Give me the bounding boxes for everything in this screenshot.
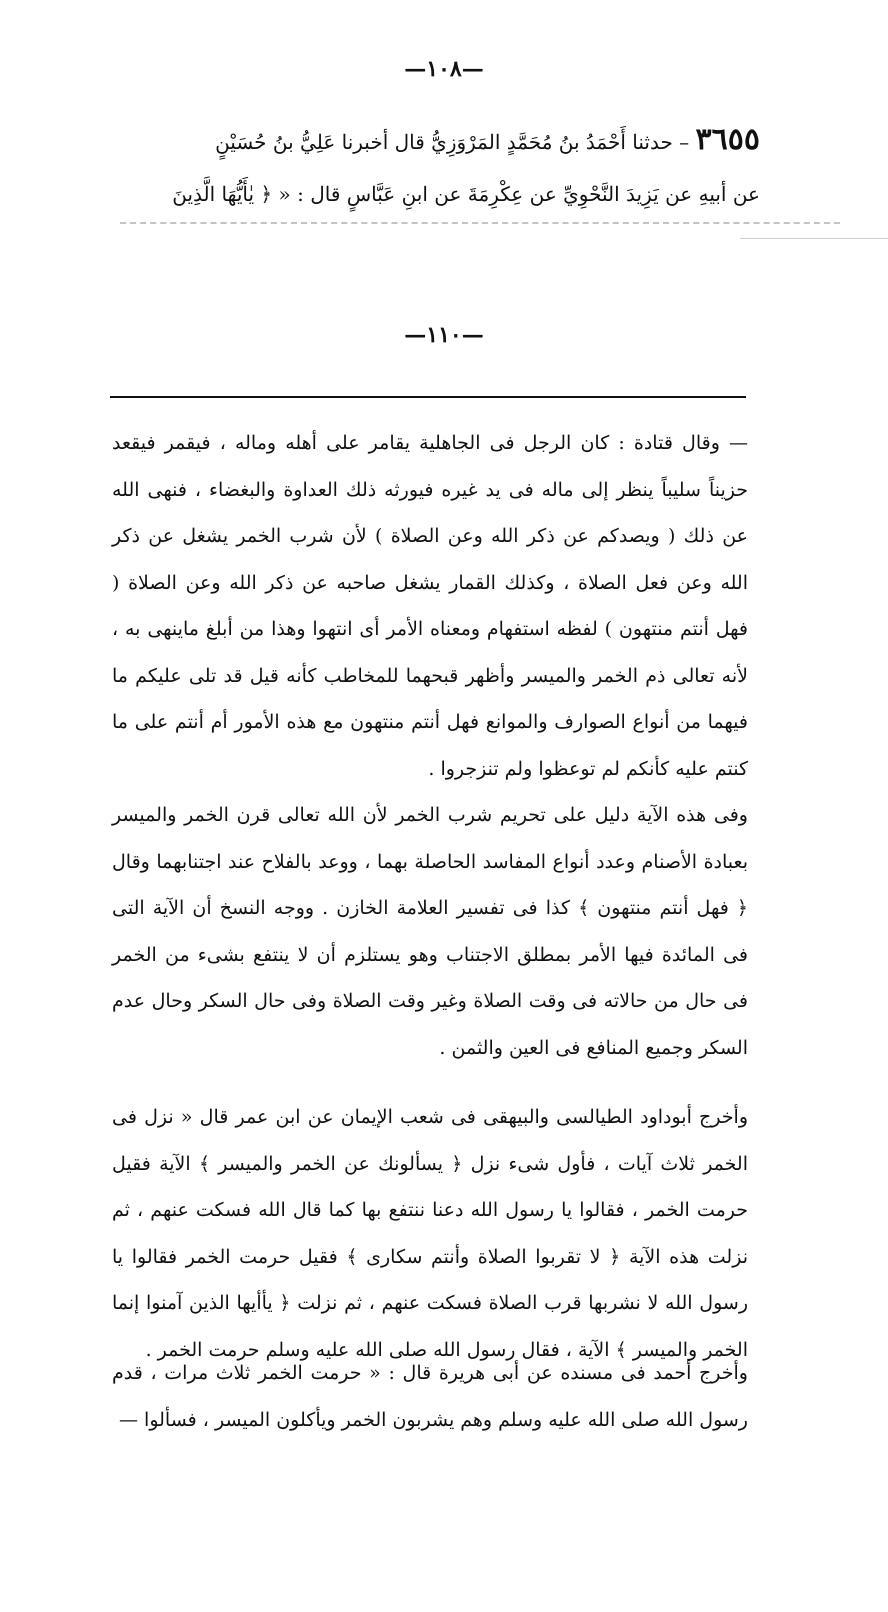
paragraph-text: وأخرج أحمد فى مسنده عن أبى هريرة قال : « حرمت الخمر ثلاث مرات ، قدم رسول الله صلى الله عليه وسلم وهم يشربون الخمر ويأكلون الميسر ، فسألوا — <box>112 1362 748 1431</box>
paragraph-abu-hurayra <box>112 1350 748 1443</box>
paragraph-text: — وقال قتادة : كان الرجل فى الجاهلية يقامر على أهله وماله ، فيقمر فيقعد حزيناً سليباً ينظر إلى ماله فى يد غيره فيورثه ذلك العداوة والبغضاء ، فنهى الله عن ذلك ( ويصدكم عن ذكر الله وعن الصلاة ) لأن شرب الخمر يشغل عن ذكر الله وعن فعل الصلاة ، وكذلك القمار يشغل صاحبه عن ذكر الله وعن الصلاة ( فهل أنتم منتهون ) لفظه استفهام ومعناه الأمر أى انتهوا وهذا من أبلغ ماينهى به ، لأنه تعالى ذم الخمر والميسر وأظهر قبحهما للمخاطب كأنه قيل قد تلى عليكم ما فيهما من أنواع الصوارف والموانع فهل أنتم منتهون مع هذه الأمور أم أنتم على ما كنتم عليه كأنكم لم توعظوا ولم تنزجروا . <box>112 432 748 780</box>
paragraph-abrogation <box>112 792 748 1071</box>
paragraph-text: وفى هذه الآية دليل على تحريم شرب الخمر لأن الله تعالى قرن الخمر والميسر بعبادة الأصنام وعدد أنواع المفاسد الحاصلة بهما ، ووعد بالفلاح عند اجتنابهما وقال ﴿ فهل أنتم منتهون ﴾ كذا فى تفسير العلامة الخازن . ووجه النسخ أن الآية التى فى المائدة فيها الأمر بمطلق الاجتناب وهو يستلزم أن لا ينتفع بشىء من الخمر فى حال من حالاته فى وقت الصلاة وغير وقت الصلاة وفى حال السكر وحال عدم السكر وجميع المنافع فى العين والثمن . <box>112 804 748 1059</box>
page-number-top: —١٠٨— <box>404 56 484 82</box>
paragraph-text: وأخرج أبوداود الطيالسى والبيهقى فى شعب الإيمان عن ابن عمر قال « نزل فى الخمر ثلاث آيات ، فأول شىء نزل ﴿ يسألونك عن الخمر والميسر ﴾ الآية فقيل حرمت الخمر ، فقالوا يا رسول الله دعنا ننتفع بها كما قال الله فسكت عنهم ، ثم نزلت هذه الآية ﴿ لا تقربوا الصلاة وأنتم سكارى ﴾ فقيل حرمت الخمر فقالوا يا رسول الله لا نشربها قرب الصلاة فسكت عنهم ، ثم نزلت ﴿ يأأيها الذين آمنوا إنما الخمر والميسر ﴾ الآية ، فقال رسول الله صلى الله عليه وسلم حرمت الخمر . <box>112 1106 748 1361</box>
paragraph-qatada <box>112 420 748 792</box>
top-fragment-line-2: عن أبيهِ عن يَزِيدَ النَّحْوِيِّ عن عِكْرِمَةَ عن ابنِ عَبَّاسٍ قال : « ﴿ يٰأَيُّهَا الَّذِينَ <box>172 182 760 206</box>
page-number-main: —١١٠— <box>404 322 484 348</box>
top-fragment-line-1 <box>100 112 760 170</box>
page-edge-line <box>740 238 888 239</box>
cut-edge <box>120 222 840 226</box>
top-fragment-text-1: – حدثنا أَحْمَدُ بنُ مُحَمَّدٍ المَرْوَزِيُّ قال أخبرنا عَلِيُّ بنُ حُسَيْنٍ <box>215 130 690 154</box>
hadith-number: ٣٦٥٥ <box>695 122 760 157</box>
paragraph-ibn-umar <box>112 1094 748 1373</box>
header-rule <box>110 396 746 398</box>
